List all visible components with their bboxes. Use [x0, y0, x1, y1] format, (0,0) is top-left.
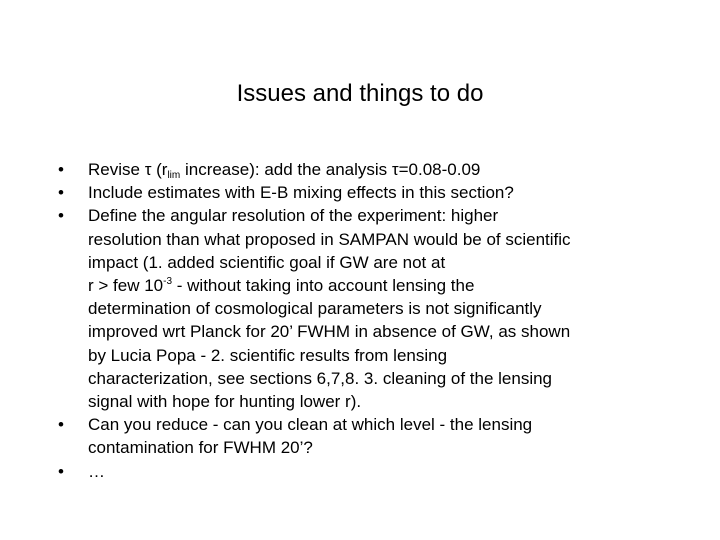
list-item: [58, 413, 668, 459]
bullet-text-line: characterization, see sections 6,7,8. 3. cleaning of the lensing: [88, 368, 553, 388]
bullet-text-line: resolution than what proposed in SAMPAN would be of scientific: [88, 229, 571, 249]
bullet-text: Revise τ ($r_{lim}$ increase): add the analysis τ=0.08-0.09: [88, 160, 481, 181]
bullet-text-line: Define the angular resolution of the experiment: higher: [88, 206, 499, 226]
bullet-text-line: contamination for FWHM 20’?: [88, 438, 313, 458]
list-item: [58, 204, 668, 413]
bullet-text-line: signal with hope for hunting lower r).: [88, 392, 362, 412]
list-item: [58, 460, 668, 483]
bullet-icon: •: [58, 206, 64, 226]
tau-symbol: τ: [391, 160, 399, 179]
bullet-icon: •: [58, 461, 64, 481]
bullet-icon: •: [58, 183, 64, 203]
bullet-text: Include estimates with E-B mixing effects in this section?: [88, 183, 514, 203]
bullet-text-line: determination of cosmological parameters is not significantly: [88, 299, 542, 319]
bullet-text-line: Can you reduce - can you clean at which level - the lensing: [88, 415, 533, 435]
bullet-list: [58, 158, 668, 483]
list-item: [58, 158, 668, 181]
bullet-text-line: improved wrt Planck for 20’ FWHM in absence of GW, as shown: [88, 322, 571, 342]
list-item: [58, 181, 668, 204]
slide-title: Issues and things to do: [236, 80, 484, 107]
superscript: -3: [163, 276, 173, 288]
bullet-text-line: impact (1. added scientific goal if GW are not at: [88, 252, 446, 272]
subscript: lim: [167, 170, 181, 181]
tau-symbol: τ: [144, 160, 152, 179]
bullet-icon: •: [58, 415, 64, 435]
bullet-text-line: r > few $10^{-3}$ - without taking into account lensing the: [88, 276, 475, 296]
bullet-text: …: [88, 461, 105, 481]
bullet-text-line: by Lucia Popa - 2. scientific results from lensing: [88, 345, 448, 365]
bullet-icon: •: [58, 160, 64, 179]
